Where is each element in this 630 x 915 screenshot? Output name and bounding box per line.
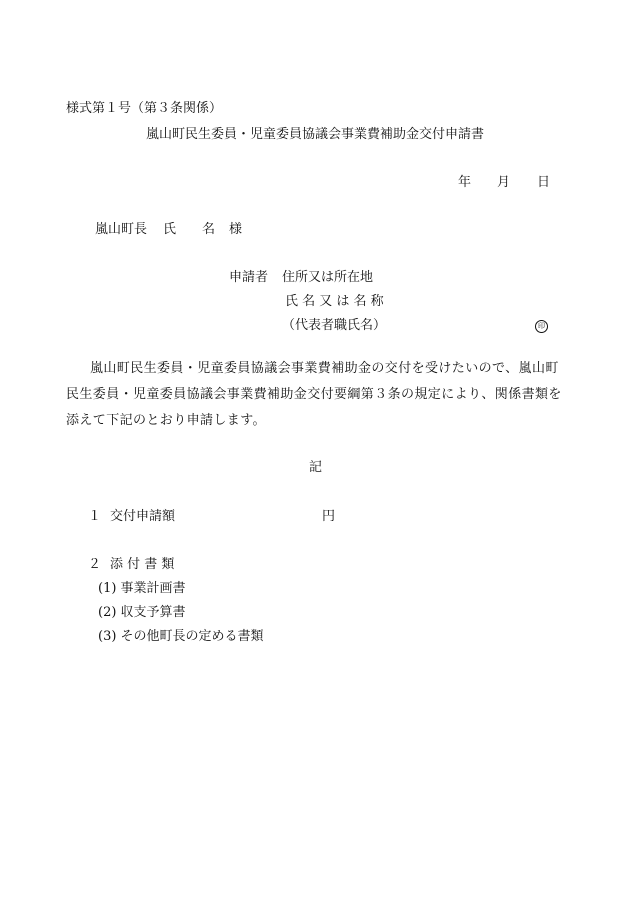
item-unit: 円 — [322, 509, 336, 524]
addressee-honorific: 様 — [229, 222, 243, 237]
body-paragraph: 嵐山町民生委員・児童委員協議会事業費補助金の交付を受けたいので、嵐山町民生委員・児童委員協議会事業費補助金交付要綱第３条の規定により、関係書類を添えて下記のとおり申請します。 — [66, 361, 562, 428]
addressee-name-label: 氏 名 — [163, 222, 216, 237]
date-day-label: 日 — [537, 175, 551, 190]
form-number: 様式第１号（第３条関係） — [66, 101, 223, 116]
attachment-item: (3) その他町長の定める書類 — [98, 629, 264, 644]
applicant-representative-label: （代表者職氏名） — [282, 318, 387, 333]
applicant-address-label: 住所又は所在地 — [282, 270, 374, 285]
attachment-item: (1) 事業計画書 — [98, 581, 186, 596]
document-title: 嵐山町民生委員・児童委員協議会事業費補助金交付申請書 — [146, 127, 485, 142]
item-number: ２ — [88, 557, 102, 572]
applicant-name-label: 氏 名 又 は 名 称 — [285, 294, 384, 309]
item-number: １ — [88, 509, 102, 524]
applicant-label: 申請者 — [229, 270, 269, 285]
ki-heading: 記 — [309, 460, 323, 475]
addressee-office: 嵐山町長 — [95, 222, 148, 237]
date-month-label: 月 — [497, 175, 511, 190]
date-year-label: 年 — [458, 175, 472, 190]
seal-mark: 印 — [535, 320, 548, 333]
attachment-item: (2) 収支予算書 — [98, 605, 186, 620]
item-label: 添 付 書 類 — [110, 557, 175, 572]
item-label: 交付申請額 — [110, 509, 176, 524]
